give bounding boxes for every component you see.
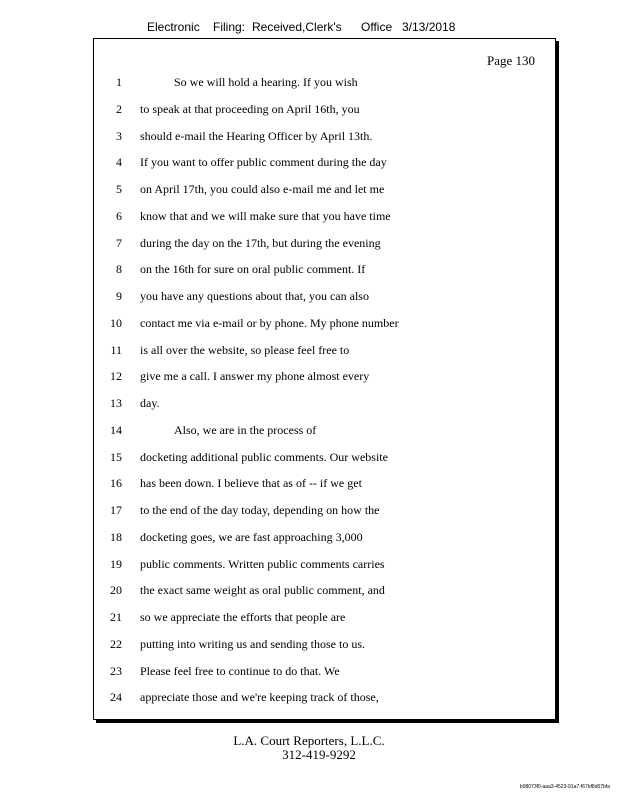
- line-text: you have any questions about that, you can also: [140, 289, 369, 303]
- line-text: to speak at that proceeding on April 16th, you: [140, 102, 360, 116]
- line-number: 19: [110, 557, 122, 571]
- line-number: 15: [110, 450, 122, 464]
- line-text: Also, we are in the process of: [174, 423, 317, 437]
- line-number: 21: [110, 610, 122, 624]
- line-text: If you want to offer public comment during the day: [140, 155, 387, 169]
- line-text: should e-mail the Hearing Officer by April 13th.: [140, 129, 373, 143]
- line-number: 20: [110, 583, 122, 597]
- line-number: 8: [116, 262, 122, 276]
- line-number: 24: [110, 690, 122, 704]
- header-word-filing: Filing:: [213, 20, 246, 34]
- line-text: is all over the website, so please feel free to: [140, 343, 350, 357]
- line-number: 12: [110, 369, 122, 383]
- line-text: contact me via e-mail or by phone. My phone number: [140, 316, 399, 330]
- line-text: the exact same weight as oral public comment, and: [140, 583, 385, 597]
- line-text: Please feel free to continue to do that. We: [140, 664, 340, 678]
- line-text: know that and we will make sure that you have time: [140, 209, 391, 223]
- transcript-page: [93, 38, 556, 720]
- line-text: public comments. Written public comments carries: [140, 557, 385, 571]
- line-text: during the day on the 17th, but during the evening: [140, 236, 381, 250]
- line-text: has been down. I believe that as of -- if we get: [140, 476, 362, 490]
- line-number: 14: [110, 423, 122, 437]
- line-text: on the 16th for sure on oral public comment. If: [140, 262, 366, 276]
- reporter-phone: 312-419-9292: [282, 747, 356, 762]
- line-number: 4: [116, 155, 122, 169]
- line-number: 18: [110, 530, 122, 544]
- line-number: 11: [110, 343, 122, 357]
- header-word-electronic: Electronic: [147, 20, 200, 34]
- page-number: Page 130: [486, 53, 535, 68]
- line-number: 9: [116, 289, 122, 303]
- line-text: putting into writing us and sending those to us.: [140, 637, 365, 651]
- document-id: b98073f0-aaa3-4523-91a7-f67bf8d07bfa: [519, 784, 610, 790]
- line-number: 3: [116, 129, 122, 143]
- header-word-received: Received,Clerk's: [252, 20, 342, 34]
- line-number: 13: [110, 396, 122, 410]
- line-number: 5: [116, 182, 122, 196]
- line-text: day.: [140, 396, 160, 410]
- line-text: docketing additional public comments. Our website: [140, 450, 388, 464]
- line-number: 10: [110, 316, 122, 330]
- line-number: 7: [116, 236, 122, 250]
- line-number: 17: [110, 503, 122, 517]
- line-number: 22: [110, 637, 122, 651]
- line-number: 1: [116, 75, 122, 89]
- line-number: 2: [116, 102, 122, 116]
- page-footer: [0, 734, 618, 762]
- line-text: So we will hold a hearing. If you wish: [174, 75, 358, 89]
- header-word-office: Office: [361, 20, 393, 34]
- line-text: appreciate those and we're keeping track of those,: [140, 690, 379, 704]
- header-date: 3/13/2018: [402, 20, 456, 34]
- line-text: docketing goes, we are fast approaching 3,000: [140, 530, 363, 544]
- line-text: on April 17th, you could also e-mail me and let me: [140, 182, 385, 196]
- filing-header: [0, 20, 618, 36]
- line-number: 23: [110, 664, 122, 678]
- line-number: 6: [116, 209, 122, 223]
- line-text: give me a call. I answer my phone almost every: [140, 369, 370, 383]
- line-text: so we appreciate the efforts that people are: [140, 610, 346, 624]
- reporter-company: L.A. Court Reporters, L.L.C.: [233, 733, 385, 748]
- line-number: 16: [110, 476, 122, 490]
- line-text: to the end of the day today, depending on how the: [140, 503, 380, 517]
